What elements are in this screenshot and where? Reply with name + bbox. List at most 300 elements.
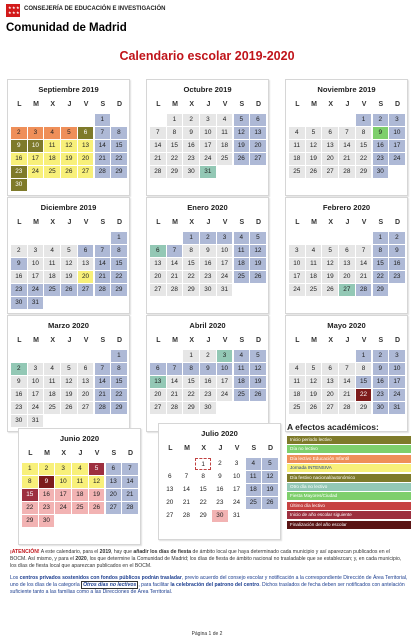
day-cell: 16	[373, 140, 389, 152]
day-cell: 20	[339, 271, 355, 283]
day-cell: 2	[39, 463, 55, 475]
day-cell: 24	[55, 502, 71, 514]
weekday-label: X	[328, 101, 334, 108]
day-cell: 26	[61, 166, 77, 178]
day-cell: 17	[28, 389, 44, 401]
day-cell: 6	[150, 245, 166, 257]
day-cell: 30	[212, 510, 228, 522]
day-cell: 22	[111, 153, 127, 165]
day-cell: 14	[179, 484, 195, 496]
day-cell: 5	[306, 127, 322, 139]
day-cell: 5	[89, 463, 105, 475]
day-cell: 30	[11, 415, 27, 427]
day-cell: 21	[339, 153, 355, 165]
day-cell: 22	[356, 389, 372, 401]
day-cell: 28	[95, 166, 111, 178]
day-cell: 14	[122, 476, 138, 488]
weekday-label: V	[222, 219, 228, 226]
month-junio-2020	[18, 428, 141, 545]
legend-item: Último día lectivo	[287, 502, 411, 510]
day-cell: 27	[250, 153, 266, 165]
day-cell: 19	[61, 271, 77, 283]
day-cell: 8	[183, 245, 199, 257]
weekday-label: S	[100, 219, 106, 226]
day-cell: 23	[389, 271, 405, 283]
day-cell: 25	[289, 166, 305, 178]
day-cell: 11	[289, 140, 305, 152]
weekday-label: X	[61, 450, 67, 457]
legend-item: Otro día no lectivo	[287, 483, 411, 491]
day-cell: 18	[44, 271, 60, 283]
day-cell: 10	[217, 363, 233, 375]
day-cell: 29	[195, 510, 211, 522]
day-cell: 9	[389, 245, 405, 257]
weekday-label: J	[345, 101, 350, 108]
weekday-label: J	[345, 219, 350, 226]
day-cell: 19	[306, 153, 322, 165]
day-cell: 5	[262, 458, 278, 470]
day-cell: 26	[234, 153, 250, 165]
day-cell: 15	[195, 484, 211, 496]
weekday-label: L	[17, 337, 22, 344]
day-cell: 1	[373, 232, 389, 244]
weekday-label: S	[239, 101, 245, 108]
weekday-label: S	[378, 337, 384, 344]
day-cell: 28	[339, 402, 355, 414]
month-diciembre-2019	[7, 197, 130, 314]
month-octubre-2019	[146, 79, 269, 196]
day-cell: 6	[106, 463, 122, 475]
day-cell: 28	[95, 284, 111, 296]
day-cell: 12	[234, 127, 250, 139]
day-cell: 5	[250, 232, 266, 244]
day-cell: 27	[322, 402, 338, 414]
ministry-name: CONSEJERÍA DE EDUCACIÓN E INVESTIGACIÓN	[24, 6, 166, 12]
weekday-label: J	[67, 337, 72, 344]
notes-private-centers	[10, 575, 408, 595]
day-cell: 16	[212, 484, 228, 496]
day-cell: 17	[28, 153, 44, 165]
day-cell: 18	[44, 389, 60, 401]
legend-item: Finalización del año escolar	[287, 521, 411, 529]
day-cell: 7	[167, 245, 183, 257]
day-cell: 20	[106, 489, 122, 501]
day-cell: 25	[306, 284, 322, 296]
month-abril-2020	[146, 315, 269, 432]
day-cell: 30	[39, 515, 55, 527]
day-cell: 13	[162, 484, 178, 496]
day-cell: 21	[95, 389, 111, 401]
month-name: Abril 2020	[189, 321, 226, 330]
day-cell: 20	[78, 271, 94, 283]
day-cell: 25	[289, 402, 305, 414]
attention-label: ¡ATENCIÓN!	[10, 549, 40, 555]
day-cell: 5	[234, 114, 250, 126]
day-cell: 15	[111, 140, 127, 152]
day-cell: 6	[250, 114, 266, 126]
day-cell: 22	[111, 389, 127, 401]
day-cell: 10	[28, 258, 44, 270]
weekday-header	[150, 101, 267, 113]
weekday-label: M	[172, 101, 178, 108]
day-cell: 29	[183, 284, 199, 296]
weekday-label: D	[395, 337, 401, 344]
day-cell: 17	[389, 140, 405, 152]
day-cell: 7	[95, 245, 111, 257]
day-cell: 23	[11, 402, 27, 414]
legend	[287, 422, 411, 530]
month-mayo-2020	[285, 315, 408, 432]
day-cell: 22	[183, 389, 199, 401]
day-cell: 26	[61, 402, 77, 414]
day-cell: 4	[217, 114, 233, 126]
day-cell: 15	[183, 376, 199, 388]
day-cell: 31	[389, 402, 405, 414]
day-cell: 19	[89, 489, 105, 501]
day-cell: 22	[22, 502, 38, 514]
notes-boxed-term: Otros días no lectivos	[83, 582, 137, 589]
day-cell: 17	[200, 140, 216, 152]
weekday-label: X	[50, 101, 56, 108]
day-cell: 13	[150, 376, 166, 388]
month-name: Julio 2020	[201, 429, 238, 438]
day-cell: 1	[111, 350, 127, 362]
day-cell: 12	[306, 376, 322, 388]
day-cell: 25	[234, 389, 250, 401]
day-cell: 29	[373, 284, 389, 296]
day-cell: 1	[111, 232, 127, 244]
day-cell: 1	[95, 114, 111, 126]
day-cell: 6	[78, 363, 94, 375]
weekday-label: L	[28, 450, 33, 457]
day-cell: 27	[78, 166, 94, 178]
weekday-label: S	[378, 219, 384, 226]
day-grid	[11, 114, 128, 194]
weekday-label: S	[111, 450, 117, 457]
day-cell: 2	[11, 363, 27, 375]
weekday-label: V	[94, 450, 100, 457]
weekday-label: S	[100, 337, 106, 344]
day-cell: 19	[250, 376, 266, 388]
day-cell: 9	[11, 140, 27, 152]
day-cell: 3	[217, 350, 233, 362]
weekday-label: J	[67, 101, 72, 108]
day-cell: 15	[373, 258, 389, 270]
day-cell: 28	[356, 284, 372, 296]
day-cell: 9	[200, 363, 216, 375]
day-cell: 21	[179, 497, 195, 509]
day-cell: 3	[200, 114, 216, 126]
weekday-label: S	[251, 445, 257, 452]
day-cell: 13	[106, 476, 122, 488]
notes-text: , hay que	[111, 549, 134, 555]
day-cell: 10	[217, 245, 233, 257]
day-cell: 29	[111, 284, 127, 296]
weekday-label: V	[361, 219, 367, 226]
day-grid	[289, 350, 406, 430]
weekday-label: V	[222, 337, 228, 344]
legend-item: Fiesta Mayores/Ciudad	[287, 492, 411, 500]
day-cell: 11	[44, 140, 60, 152]
day-cell: 10	[28, 140, 44, 152]
day-cell: 7	[150, 127, 166, 139]
day-cell: 21	[356, 271, 372, 283]
weekday-label: V	[83, 219, 89, 226]
day-cell: 28	[150, 166, 166, 178]
day-cell: 24	[28, 166, 44, 178]
day-cell: 2	[11, 245, 27, 257]
weekday-label: L	[295, 337, 300, 344]
day-cell: 16	[200, 376, 216, 388]
day-cell: 5	[61, 245, 77, 257]
month-febrero-2020	[285, 197, 408, 314]
day-cell: 16	[11, 153, 27, 165]
day-cell: 18	[289, 389, 305, 401]
day-cell: 9	[200, 245, 216, 257]
day-cell: 23	[39, 502, 55, 514]
header	[6, 4, 226, 38]
day-cell: 11	[72, 476, 88, 488]
day-cell: 4	[72, 463, 88, 475]
day-cell: 24	[28, 402, 44, 414]
weekday-label: D	[256, 337, 262, 344]
day-cell: 12	[61, 140, 77, 152]
day-cell: 20	[78, 153, 94, 165]
month-name: Junio 2020	[59, 434, 100, 443]
day-cell: 15	[111, 258, 127, 270]
day-cell: 3	[217, 232, 233, 244]
day-cell: 20	[250, 140, 266, 152]
day-cell: 10	[55, 476, 71, 488]
weekday-label: L	[156, 219, 161, 226]
day-cell: 27	[78, 402, 94, 414]
day-cell: 30	[11, 297, 27, 309]
day-grid	[289, 232, 406, 312]
weekday-label: M	[33, 219, 39, 226]
day-cell: 14	[167, 258, 183, 270]
day-cell: 18	[72, 489, 88, 501]
day-cell: 19	[250, 258, 266, 270]
day-cell: 4	[44, 245, 60, 257]
weekday-label: S	[239, 337, 245, 344]
day-cell: 10	[289, 258, 305, 270]
day-cell: 19	[61, 389, 77, 401]
day-cell: 30	[373, 402, 389, 414]
day-cell: 16	[373, 376, 389, 388]
day-cell: 13	[322, 140, 338, 152]
day-cell: 6	[78, 245, 94, 257]
day-cell: 23	[373, 389, 389, 401]
day-cell: 27	[106, 502, 122, 514]
day-cell: 21	[339, 389, 355, 401]
day-cell: 22	[183, 271, 199, 283]
day-cell: 29	[356, 402, 372, 414]
day-cell: 17	[28, 271, 44, 283]
day-cell: 23	[200, 271, 216, 283]
day-cell: 24	[289, 284, 305, 296]
weekday-label: S	[378, 101, 384, 108]
month-noviembre-2019	[285, 79, 408, 196]
day-cell: 5	[250, 350, 266, 362]
weekday-header	[11, 219, 128, 231]
day-cell: 28	[122, 502, 138, 514]
day-cell: 1	[356, 114, 372, 126]
day-cell: 22	[167, 153, 183, 165]
day-cell: 28	[179, 510, 195, 522]
page-title: Calendario escolar 2019-2020	[119, 49, 295, 63]
day-cell: 16	[39, 489, 55, 501]
day-cell: 4	[306, 245, 322, 257]
day-cell: 9	[11, 258, 27, 270]
day-cell: 10	[389, 363, 405, 375]
weekday-label: X	[328, 337, 334, 344]
day-cell: 6	[78, 127, 94, 139]
day-cell: 9	[373, 363, 389, 375]
weekday-label: J	[67, 219, 72, 226]
day-cell: 24	[389, 153, 405, 165]
day-cell: 17	[217, 376, 233, 388]
day-cell: 20	[78, 389, 94, 401]
day-cell: 26	[61, 284, 77, 296]
day-cell: 7	[179, 471, 195, 483]
day-cell: 13	[250, 127, 266, 139]
day-cell: 6	[322, 363, 338, 375]
weekday-header	[150, 219, 267, 231]
day-cell: 14	[339, 140, 355, 152]
weekday-label: J	[206, 337, 211, 344]
day-cell: 7	[95, 363, 111, 375]
day-cell: 9	[212, 471, 228, 483]
day-grid	[22, 463, 139, 543]
day-grid	[289, 114, 406, 194]
day-cell: 10	[28, 376, 44, 388]
day-cell: 8	[22, 476, 38, 488]
day-cell: 2	[11, 127, 27, 139]
day-cell: 11	[234, 245, 250, 257]
notes	[10, 549, 408, 602]
day-cell: 15	[183, 258, 199, 270]
day-cell: 24	[389, 389, 405, 401]
day-cell: 9	[373, 127, 389, 139]
day-grid	[150, 114, 267, 194]
day-cell: 14	[95, 140, 111, 152]
day-cell: 14	[167, 376, 183, 388]
day-cell: 24	[200, 153, 216, 165]
weekday-label: X	[50, 219, 56, 226]
weekday-label: S	[239, 219, 245, 226]
day-cell: 2	[212, 458, 228, 470]
notes-text: de ámbito local que haya determinado cada municipio y así aparezcan publicados en el BOCM. Así mismo, y para el	[10, 549, 390, 562]
day-cell: 24	[217, 271, 233, 283]
day-cell: 30	[200, 402, 216, 414]
day-cell: 4	[44, 127, 60, 139]
day-cell: 12	[61, 258, 77, 270]
weekday-label: M	[184, 445, 190, 452]
notes-emphasis: la celebración del patrono del centro	[170, 582, 260, 589]
day-cell: 26	[306, 166, 322, 178]
day-cell: 12	[89, 476, 105, 488]
day-cell: 21	[122, 489, 138, 501]
day-cell: 23	[212, 497, 228, 509]
legend-item: Día festivo nacional/autonómico	[287, 474, 411, 482]
day-cell: 28	[339, 166, 355, 178]
weekday-label: D	[395, 101, 401, 108]
day-cell: 1	[167, 114, 183, 126]
day-cell: 23	[11, 166, 27, 178]
day-cell: 21	[167, 389, 183, 401]
weekday-label: J	[206, 101, 211, 108]
legend-title: A efectos académicos:	[287, 422, 379, 432]
day-cell: 25	[44, 402, 60, 414]
day-cell: 8	[195, 471, 211, 483]
day-cell: 29	[111, 166, 127, 178]
day-cell: 6	[339, 245, 355, 257]
day-cell: 1	[22, 463, 38, 475]
weekday-label: M	[311, 219, 317, 226]
day-cell: 31	[28, 297, 44, 309]
day-cell: 24	[229, 497, 245, 509]
notes-year: 2019	[99, 549, 112, 555]
day-cell: 17	[289, 271, 305, 283]
month-name: Septiembre 2019	[38, 85, 99, 94]
month-julio-2020	[158, 423, 281, 540]
day-cell: 25	[44, 166, 60, 178]
day-cell: 30	[200, 284, 216, 296]
day-cell: 1	[356, 350, 372, 362]
day-cell: 8	[167, 127, 183, 139]
month-name: Marzo 2020	[48, 321, 89, 330]
day-cell: 7	[339, 127, 355, 139]
day-cell: 5	[61, 127, 77, 139]
weekday-label: L	[295, 219, 300, 226]
day-cell: 29	[356, 166, 372, 178]
notes-text: , previo acuerdo del consejo escolar y notificación a la correspondiente Dirección de Área Territorial, uno de los días de la categoría	[10, 575, 408, 589]
day-cell: 29	[183, 402, 199, 414]
notes-year: 2020	[75, 555, 87, 562]
weekday-label: D	[256, 219, 262, 226]
day-cell: 28	[167, 284, 183, 296]
day-cell: 5	[306, 363, 322, 375]
day-cell: 21	[95, 153, 111, 165]
day-cell: 12	[250, 363, 266, 375]
day-grid	[150, 350, 267, 430]
day-cell: 5	[61, 363, 77, 375]
day-cell: 19	[61, 153, 77, 165]
day-cell: 14	[339, 376, 355, 388]
legend-item: Inicio periodo lectivo	[287, 436, 411, 444]
day-cell: 13	[150, 258, 166, 270]
notes-text: , los que determine la Comunidad de Madrid; los días de fiesta de ámbito nacional no trasladable que se establezcan; y, en cada municipio, los días de fiesta local que aparezcan publicados en el BOCM.	[10, 555, 402, 569]
day-cell: 14	[150, 140, 166, 152]
weekday-label: V	[83, 337, 89, 344]
day-cell: 7	[356, 245, 372, 257]
month-name: Mayo 2020	[327, 321, 366, 330]
day-cell: 10	[389, 127, 405, 139]
day-cell: 4	[44, 363, 60, 375]
weekday-header	[289, 101, 406, 113]
day-cell: 30	[183, 166, 199, 178]
day-cell: 23	[200, 389, 216, 401]
day-cell: 3	[28, 363, 44, 375]
weekday-label: M	[172, 337, 178, 344]
day-cell: 11	[246, 471, 262, 483]
day-cell: 8	[111, 245, 127, 257]
weekday-label: V	[83, 101, 89, 108]
weekday-label: X	[50, 337, 56, 344]
weekday-label: D	[268, 445, 274, 452]
day-cell: 7	[167, 363, 183, 375]
day-cell: 12	[61, 376, 77, 388]
